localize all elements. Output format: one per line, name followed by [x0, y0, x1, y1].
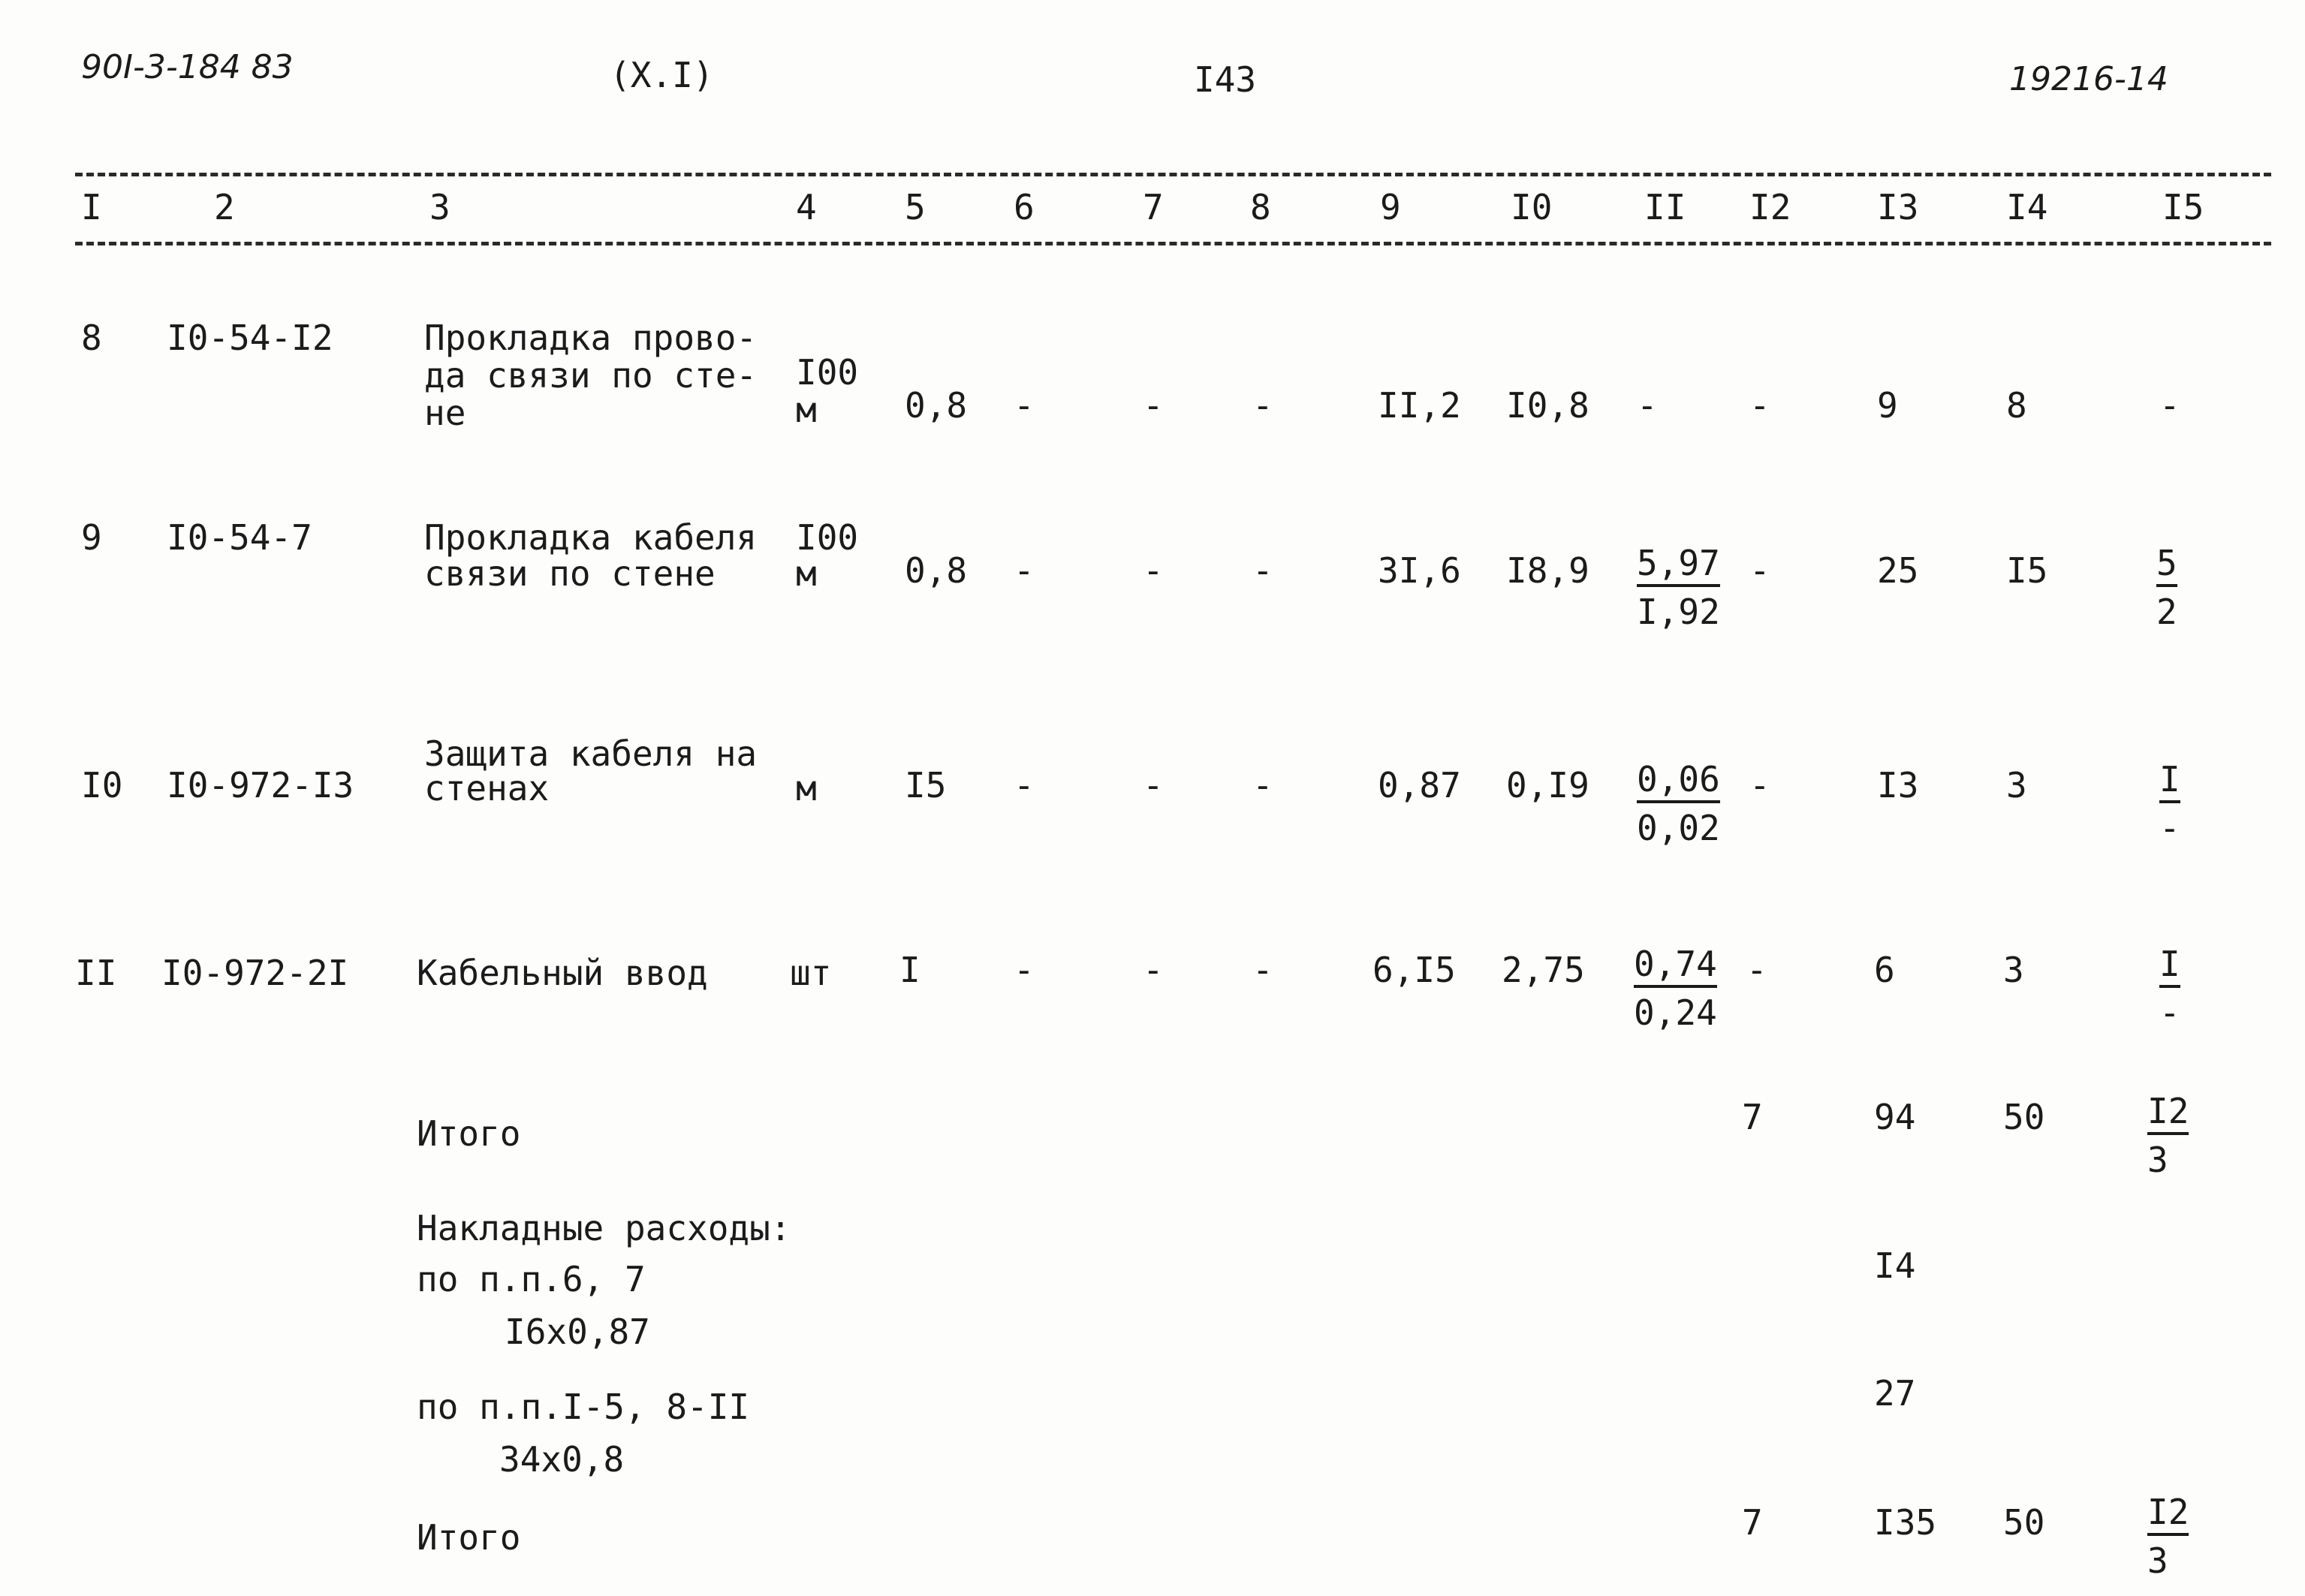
cell-value: -: [1746, 950, 1767, 990]
quantity: I: [899, 950, 920, 990]
fraction-denominator: 2: [2156, 592, 2177, 632]
unit: м: [796, 768, 817, 809]
fraction-numerator: I: [2159, 943, 2180, 988]
overhead-item-formula: I6x0,87: [505, 1311, 650, 1352]
subtotal-value: 94: [1874, 1097, 1916, 1137]
fraction-numerator: I2: [2147, 1090, 2189, 1135]
total-label: Итого: [417, 1517, 521, 1558]
column-header: 8: [1250, 187, 1271, 227]
fraction-numerator: 0,06: [1637, 758, 1720, 803]
cell-value: -: [1749, 385, 1770, 426]
cell-fraction: [2156, 542, 2177, 637]
column-header: I3: [1877, 187, 1919, 227]
fraction-denominator: 0,02: [1637, 808, 1720, 848]
cell-fraction: [1637, 758, 1720, 853]
unit: шт: [790, 953, 832, 993]
column-header: 9: [1380, 187, 1401, 227]
cell-value: 3: [2003, 950, 2024, 990]
cell-value: -: [1014, 550, 1035, 591]
cell-value: 2,75: [1502, 950, 1585, 990]
norm-code: I0-972-I3: [167, 765, 354, 806]
cell-value: 3: [2006, 765, 2027, 806]
cell-value: -: [1143, 950, 1164, 990]
total-value: 50: [2003, 1502, 2045, 1543]
cell-value: 3I,6: [1378, 550, 1461, 591]
row-number: I0: [81, 765, 123, 806]
fraction-denominator: -: [2159, 808, 2180, 848]
cell-value: -: [1252, 765, 1273, 806]
cell-fraction: [1634, 943, 1717, 1037]
cell-value: -: [1252, 385, 1273, 426]
header-rule-top: [75, 173, 2271, 176]
row-number: 8: [81, 318, 102, 358]
unit: I00: [796, 517, 859, 558]
column-header: 7: [1143, 187, 1164, 227]
cell-value: I8,9: [1506, 550, 1589, 591]
total-fraction: [2147, 1491, 2189, 1585]
cell-value: -: [1143, 765, 1164, 806]
work-name-line: Защита кабеля на: [424, 733, 758, 774]
work-name-line: да связи по сте-: [424, 355, 758, 396]
cell-value: 8: [2006, 385, 2027, 426]
cell-value: 0,I9: [1506, 765, 1589, 806]
total-value: I35: [1874, 1502, 1937, 1543]
cell-value: -: [1014, 765, 1035, 806]
column-header: I0: [1511, 187, 1553, 227]
cell-value: I0,8: [1506, 385, 1589, 426]
fraction-denominator: 3: [2147, 1140, 2168, 1180]
fraction-denominator: 0,24: [1634, 992, 1717, 1033]
fraction-numerator: 5,97: [1637, 542, 1720, 587]
cell-value: 6,I5: [1372, 950, 1456, 990]
row-number: II: [75, 953, 117, 993]
column-header: 2: [214, 187, 235, 227]
page-number: I43: [1194, 59, 1257, 100]
cell-value: -: [1637, 385, 1658, 426]
archive-stamp: 19216-14: [2009, 60, 2168, 98]
unit: I00: [796, 352, 859, 393]
cell-value: -: [1014, 385, 1035, 426]
fraction-numerator: I2: [2147, 1491, 2189, 1536]
cell-value: I5: [2006, 550, 2048, 591]
subtotal-value: 50: [2003, 1097, 2045, 1137]
overhead-item-label: по п.п.6, 7: [417, 1259, 646, 1299]
column-header: I2: [1749, 187, 1791, 227]
fraction-denominator: I,92: [1637, 592, 1720, 632]
cell-value: -: [1252, 550, 1273, 591]
cell-value: -: [1749, 765, 1770, 806]
subtotal-label: Итого: [417, 1113, 521, 1154]
fraction-numerator: 5: [2156, 542, 2177, 587]
fraction-denominator: 3: [2147, 1540, 2168, 1581]
norm-code: I0-54-I2: [167, 318, 333, 358]
cell-value: I3: [1877, 765, 1919, 806]
column-header: I4: [2006, 187, 2048, 227]
cell-value: -: [1014, 950, 1035, 990]
cell-value: -: [1143, 550, 1164, 591]
norm-code: I0-972-2I: [161, 953, 349, 993]
work-name-line: стенах: [424, 768, 550, 809]
section-label: (X.I): [610, 55, 714, 95]
column-header: 4: [796, 187, 817, 227]
unit: м: [796, 553, 817, 594]
work-name-line: Кабельный ввод: [417, 953, 708, 993]
total-value: 7: [1742, 1502, 1763, 1543]
header-rule-bottom: [75, 242, 2271, 245]
work-name-line: связи по стене: [424, 553, 716, 594]
cell-value: -: [1143, 385, 1164, 426]
cell-value: 0,87: [1378, 765, 1461, 806]
overhead-item-value: I4: [1874, 1245, 1916, 1286]
cell-value: -: [2159, 385, 2180, 426]
cell-fraction: [2159, 758, 2180, 853]
column-header: 3: [429, 187, 450, 227]
quantity: 0,8: [905, 550, 968, 591]
work-name-line: Прокладка прово-: [424, 318, 758, 358]
cell-value: 6: [1874, 950, 1895, 990]
overhead-title: Накладные расходы:: [417, 1208, 791, 1248]
document-code: 90I-3-184 83: [81, 48, 294, 86]
fraction-denominator: -: [2159, 992, 2180, 1033]
fraction-numerator: I: [2159, 758, 2180, 803]
cell-fraction: [1637, 542, 1720, 637]
cell-value: 9: [1877, 385, 1898, 426]
norm-code: I0-54-7: [167, 517, 312, 558]
column-header: I5: [2162, 187, 2204, 227]
overhead-item-formula: 34x0,8: [499, 1439, 625, 1480]
column-header: II: [1644, 187, 1686, 227]
work-name-line: Прокладка кабеля: [424, 517, 758, 558]
column-header: I: [81, 187, 102, 227]
cell-fraction: [2159, 943, 2180, 1037]
column-header: 6: [1014, 187, 1035, 227]
cell-value: -: [1252, 950, 1273, 990]
fraction-numerator: 0,74: [1634, 943, 1717, 988]
unit: м: [796, 390, 817, 430]
overhead-item-value: 27: [1874, 1373, 1916, 1414]
quantity: I5: [905, 765, 947, 806]
subtotal-fraction: [2147, 1090, 2189, 1185]
row-number: 9: [81, 517, 102, 558]
column-header: 5: [905, 187, 926, 227]
work-name-line: не: [424, 393, 466, 433]
subtotal-value: 7: [1742, 1097, 1763, 1137]
cell-value: 25: [1877, 550, 1919, 591]
cell-value: -: [1749, 550, 1770, 591]
quantity: 0,8: [905, 385, 968, 426]
overhead-item-label: по п.п.I-5, 8-II: [417, 1387, 750, 1427]
cell-value: II,2: [1378, 385, 1461, 426]
